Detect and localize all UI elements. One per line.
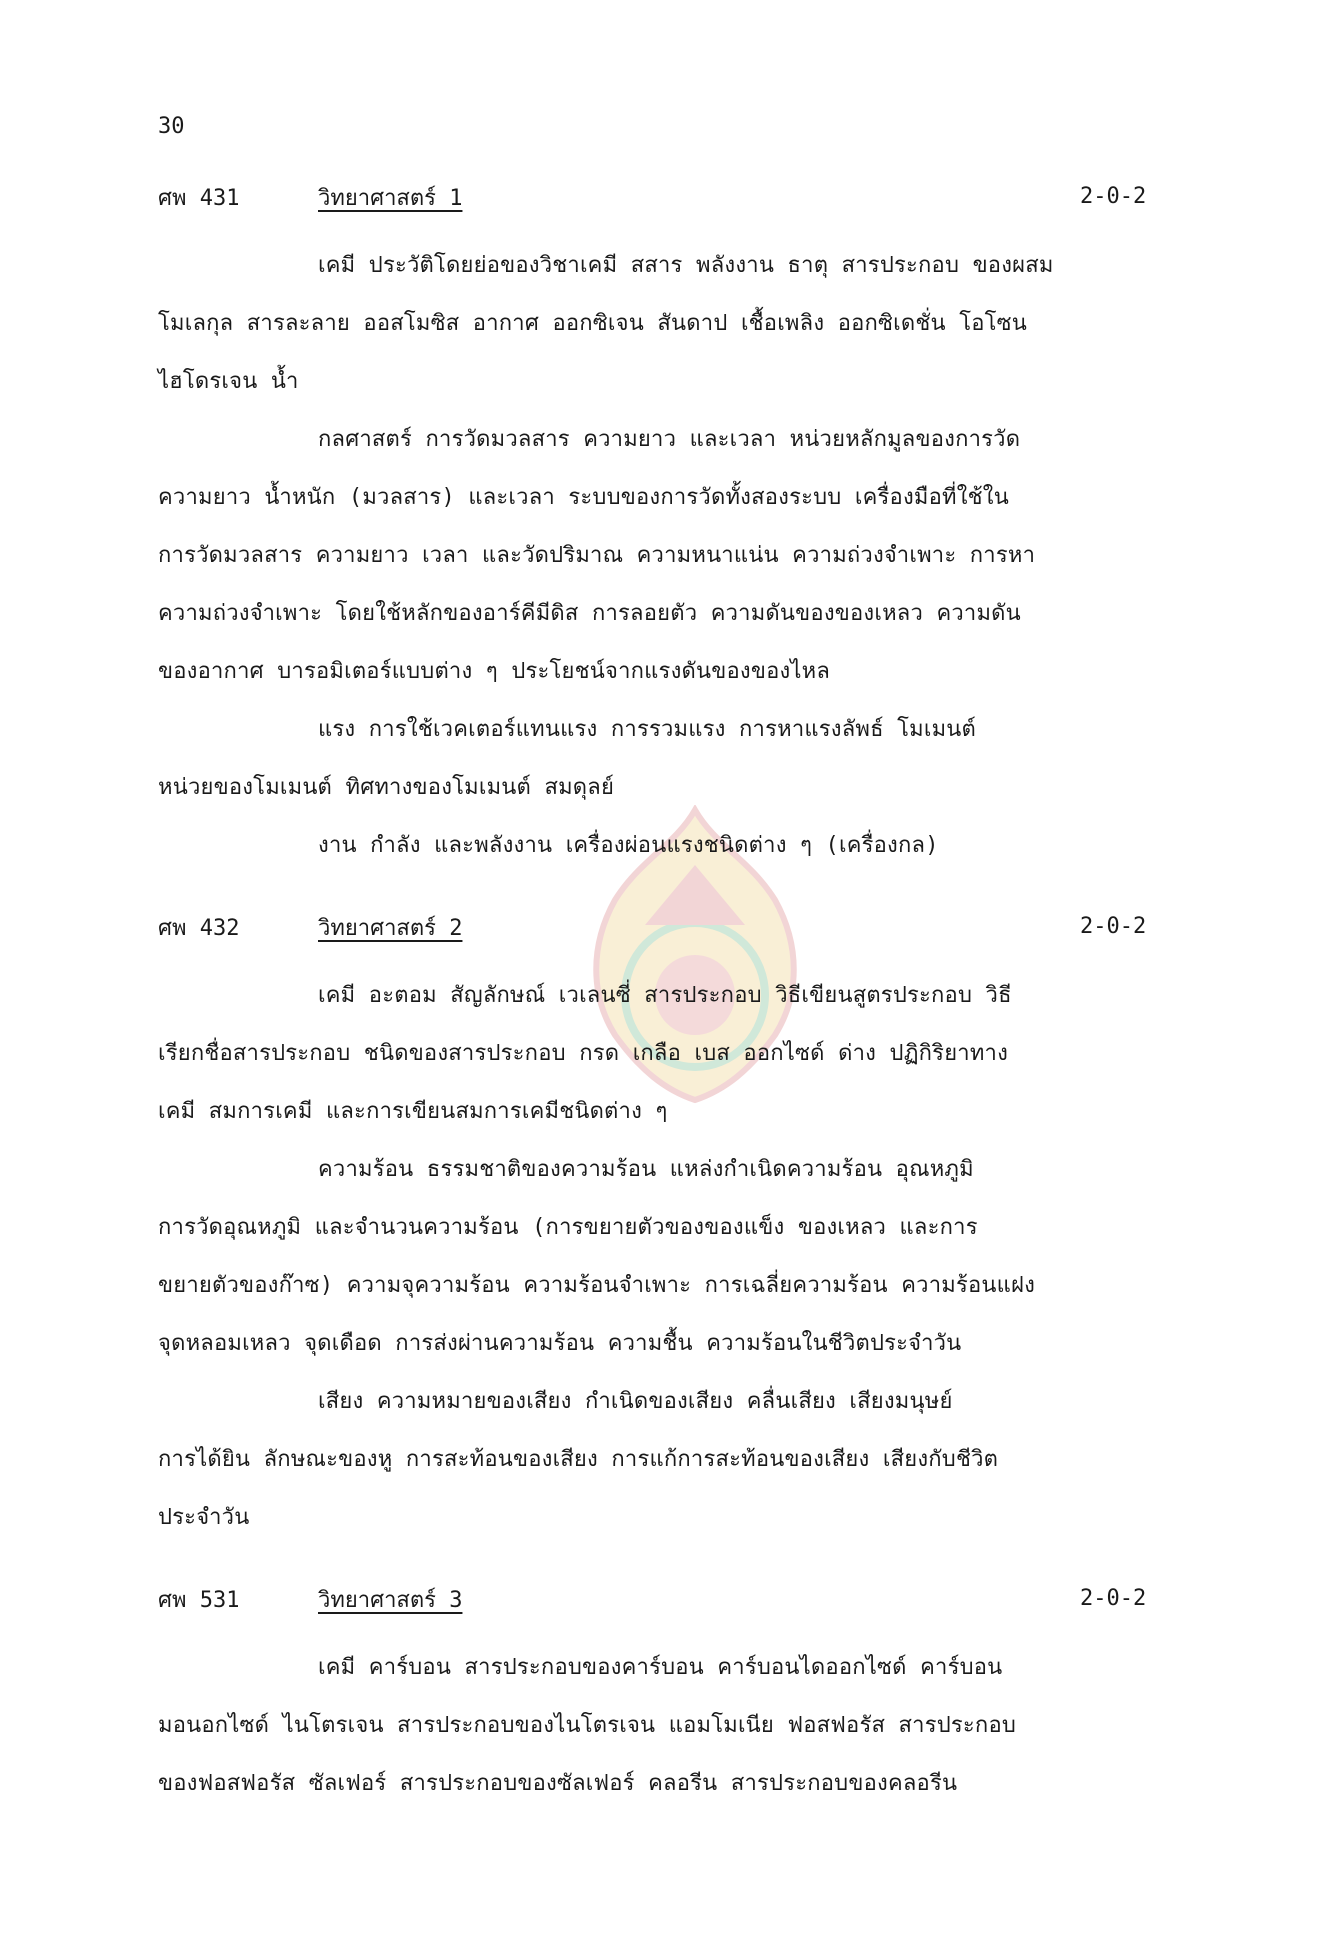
course-title: วิทยาศาสตร์ 3 [318,1588,463,1613]
course-code: ศพ 431 [158,186,240,211]
desc-line: ของฟอสฟอรัส ซัลเฟอร์ สารประกอบของซัลเฟอร์ คลอรีน สารประกอบของคลอรีน [158,1771,958,1796]
page-number: 30 [158,114,185,139]
desc-line: หน่วยของโมเมนต์ ทิศทางของโมเมนต์ สมดุลย์ [158,775,615,800]
course-credit: 2-0-2 [1080,184,1147,209]
desc-line: งาน กำลัง และพลังงาน เครื่องผ่อนแรงชนิดต่าง ๆ (เครื่องกล) [318,833,939,858]
desc-line: จุดหลอมเหลว จุดเดือด การส่งผ่านความร้อน ความชื้น ความร้อนในชีวิตประจำวัน [158,1331,962,1356]
desc-line: เคมี ประวัติโดยย่อของวิชาเคมี สสาร พลังงาน ธาตุ สารประกอบ ของผสม [318,253,1054,278]
desc-line: ขยายตัวของก๊าซ) ความจุความร้อน ความร้อนจำเพาะ การเฉลี่ยความร้อน ความร้อนแฝง [158,1273,1036,1298]
desc-line: ความยาว น้ำหนัก (มวลสาร) และเวลา ระบบของการวัดทั้งสองระบบ เครื่องมือที่ใช้ใน [158,485,1009,510]
course-credit: 2-0-2 [1080,914,1147,939]
desc-line: ไฮโดรเจน น้ำ [158,369,299,394]
desc-line: ของอากาศ บารอมิเตอร์แบบต่าง ๆ ประโยชน์จากแรงดันของของไหล [158,659,831,684]
desc-line: เคมี อะตอม สัญลักษณ์ เวเลนซี่ สารประกอบ วิธีเขียนสูตรประกอบ วิธี [318,983,1012,1008]
desc-line: เรียกชื่อสารประกอบ ชนิดของสารประกอบ กรด เกลือ เบส ออกไซด์ ด่าง ปฏิกิริยาทาง [158,1041,1009,1066]
desc-line: เคมี สมการเคมี และการเขียนสมการเคมีชนิดต่าง ๆ [158,1099,668,1124]
desc-line: การวัดมวลสาร ความยาว เวลา และวัดปริมาณ ความหนาแน่น ความถ่วงจำเพาะ การหา [158,543,1036,568]
course-code: ศพ 531 [158,1588,240,1613]
desc-line: เคมี คาร์บอน สารประกอบของคาร์บอน คาร์บอนไดออกไซด์ คาร์บอน [318,1655,1003,1680]
desc-line: เสียง ความหมายของเสียง กำเนิดของเสียง คลื่นเสียง เสียงมนุษย์ [318,1389,953,1414]
desc-line: ความร้อน ธรรมชาติของความร้อน แหล่งกำเนิดความร้อน อุณหภูมิ [318,1157,974,1182]
course-title: วิทยาศาสตร์ 2 [318,916,463,941]
course-code: ศพ 432 [158,916,240,941]
desc-line: ความถ่วงจำเพาะ โดยใช้หลักของอาร์คีมีดิส การลอยตัว ความดันของของเหลว ความดัน [158,601,1021,626]
course-credit: 2-0-2 [1080,1586,1147,1611]
course-title: วิทยาศาสตร์ 1 [318,186,463,211]
desc-line: กลศาสตร์ การวัดมวลสาร ความยาว และเวลา หน่วยหลักมูลของการวัด [318,427,1021,452]
desc-line: ประจำวัน [158,1505,250,1530]
desc-line: มอนอกไซด์ ไนโตรเจน สารประกอบของไนโตรเจน แอมโมเนีย ฟอสฟอรัส สารประกอบ [158,1713,1017,1738]
desc-line: โมเลกุล สารละลาย ออสโมซิส อากาศ ออกซิเจน สันดาป เชื้อเพลิง ออกซิเดชั่น โอโซน [158,311,1028,336]
desc-line: แรง การใช้เวคเตอร์แทนแรง การรวมแรง การหาแรงลัพธ์ โมเมนต์ [318,717,977,742]
desc-line: การวัดอุณหภูมิ และจำนวนความร้อน (การขยายตัวของของแข็ง ของเหลว และการ [158,1215,978,1240]
desc-line: การได้ยิน ลักษณะของหู การสะท้อนของเสียง การแก้การสะท้อนของเสียง เสียงกับชีวิต [158,1447,999,1472]
